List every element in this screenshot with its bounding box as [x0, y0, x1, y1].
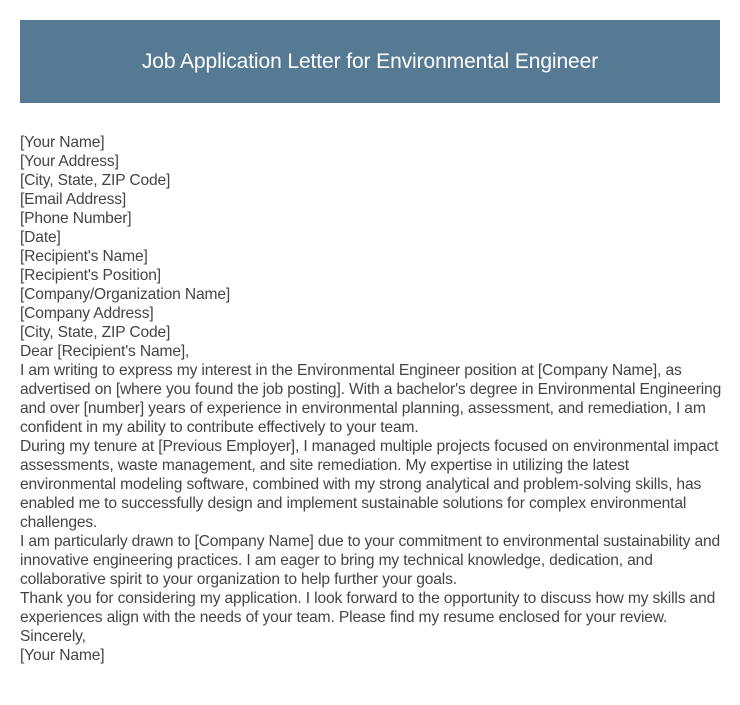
- sender-email: [Email Address]: [20, 191, 127, 208]
- document-header: [20, 20, 720, 103]
- sender-name: [Your Name]: [20, 134, 105, 151]
- paragraph-closing: Thank you for considering my application. I look forward to the opportunity to discuss how my skills and experiences align with the needs of your team. Please find my resume enclosed for your review.: [20, 590, 716, 626]
- recipient-address: [Company Address]: [20, 305, 154, 322]
- paragraph-intro: I am writing to express my interest in the Environmental Engineer position at [Company Name], as advertised on [where you found the job posting]. With a bachelor's degree in Environmental Engineering and over [number] years of experience in environmental planning, assessment, and remediation, I am confident in my ability to contribute effectively to your team.: [20, 362, 722, 436]
- sender-city-state-zip: [City, State, ZIP Code]: [20, 172, 171, 189]
- document-title: Job Application Letter for Environmental Engineer: [141, 49, 599, 73]
- recipient-organization: [Company/Organization Name]: [20, 286, 231, 303]
- recipient-position: [Recipient's Position]: [20, 267, 161, 284]
- salutation: Dear [Recipient's Name],: [20, 343, 190, 360]
- letter-body: [20, 133, 722, 665]
- signature: [Your Name]: [20, 647, 105, 664]
- recipient-name: [Recipient's Name]: [20, 248, 148, 265]
- letter-date: [Date]: [20, 229, 61, 246]
- paragraph-motivation: I am particularly drawn to [Company Name] due to your commitment to environmental sustainability and innovative engineering practices. I am eager to bring my technical knowledge, dedication, and collaborative spirit to your organization to help further your goals.: [20, 533, 721, 588]
- sender-block: [20, 133, 722, 247]
- recipient-block: [20, 247, 722, 342]
- recipient-city-state-zip: [City, State, ZIP Code]: [20, 324, 171, 341]
- sender-address: [Your Address]: [20, 153, 119, 170]
- closing: Sincerely,: [20, 628, 86, 645]
- paragraph-experience: During my tenure at [Previous Employer], I managed multiple projects focused on environmental impact assessments, waste management, and site remediation. My expertise in utilizing the latest environmental modeling software, combined with my strong analytical and problem-solving skills, has enabled me to successfully design and implement sustainable solutions for complex environmental challenges.: [20, 438, 719, 531]
- sender-phone: [Phone Number]: [20, 210, 132, 227]
